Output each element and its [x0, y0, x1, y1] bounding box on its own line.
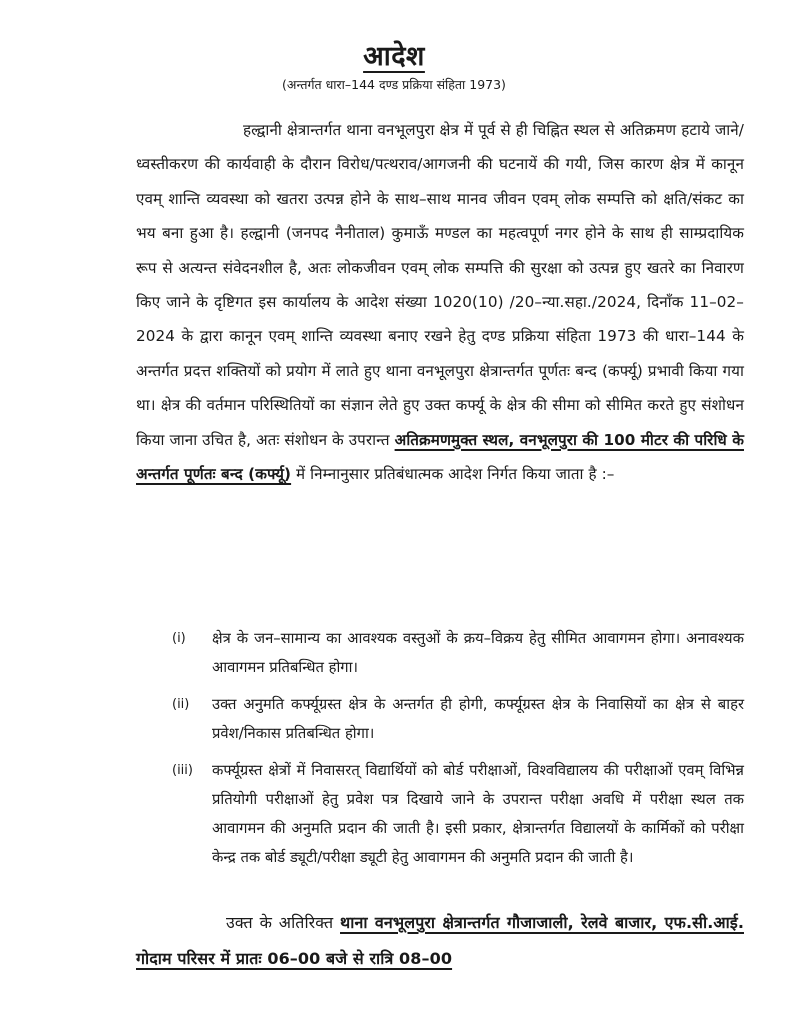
paragraph-additional-text: उक्त के अतिरिक्त — [226, 913, 341, 932]
paragraph-additional-highlight: थाना वनभूलपुरा क्षेत्रान्तर्गत गौजाजाली, रेलवे बाजार, एफ.सी.आई. गोदाम परिसर में प्रातः 06–00 बजे से रात्रि 08–00 — [136, 913, 744, 968]
paragraph-main-tail: में निम्नानुसार प्रतिबंधात्मक आदेश निर्गत किया जाता है :– — [291, 465, 615, 484]
clause-item — [172, 624, 744, 682]
clause-item — [172, 690, 744, 748]
paragraph-main-text: हल्द्वानी क्षेत्रान्तर्गत थाना वनभूलपुरा क्षेत्र में पूर्व से ही चिह्नित स्थल से अतिक्रमण हटाये जाने/ध्वस्तीकरण की कार्यवाही के दौरान विरोध/पत्थराव/आगजनी की घटनायें की गयी, जिस कारण क्षेत्र में कानून एवम् शान्ति व्यवस्था को खतरा उत्पन्न होने के साथ–साथ मानव जीवन एवम् लोक सम्पत्ति को क्षति/संकट का भय बना हुआ है। हल्द्वानी (जनपद नैनीताल) कुमाऊँ मण्डल का महत्वपूर्ण नगर होने के साथ ही साम्प्रदायिक रूप से अत्यन्त संवेदनशील है, अतः लोकजीवन एवम् लोक सम्पत्ति की सुरक्षा को उत्पन्न हुए खतरे का निवारण किए जाने के दृष्टिगत इस कार्यालय के आदेश संख्या 1020(10) /20–न्या.सहा./2024, दिनाँक 11–02–2024 के द्वारा कानून एवम् शान्ति व्यवस्था बनाए रखने हेतु दण्ड प्रक्रिया संहिता 1973 की धारा–144 के अन्तर्गत प्रदत्त शक्तियों को प्रयोग में लाते हुए थाना वनभूलपुरा क्षेत्रान्तर्गत पूर्णतः बन्द (कर्फ्यू) प्रभावी किया गया था। क्षेत्र की वर्तमान परिस्थितियों का संज्ञान लेते हुए उक्त कर्फ्यू के क्षेत्र की सीमा को सीमित करते हुए संशोधन किया जाना उचित है, अतः संशोधन के उपरान्त — [136, 121, 744, 449]
clause-text: उक्त अनुमति कर्फ्यूग्रस्त क्षेत्र के अन्तर्गत ही होगी, कर्फ्यूग्रस्त क्षेत्र के निवासियों का क्षेत्र से बाहर प्रवेश/निकास प्रतिबन्धित होगा। — [212, 696, 744, 742]
paragraph-main — [136, 113, 744, 491]
order-clauses — [172, 624, 744, 880]
clause-item — [172, 756, 744, 872]
clause-text: कर्फ्यूग्रस्त क्षेत्रों में निवासरत् विद्यार्थियों को बोर्ड परीक्षाओं, विश्वविद्यालय की परीक्षाओं एवम् विभिन्न प्रतियोगी परीक्षाओं हेतु प्रवेश पत्र दिखाये जाने के उपरान्त परीक्षा अवधि में परीक्षा स्थल तक आवागमन की अनुमति प्रदान की जाती है। इसी प्रकार, क्षेत्रान्तर्गत विद्यालयों के कार्मिकों को परीक्षा केन्द्र तक बोर्ड ड्यूटी/परीक्षा ड्यूटी हेतु आवागमन की अनुमति प्रदान की जाती है। — [212, 762, 744, 866]
clause-number: (ii) — [172, 697, 190, 712]
order-subtitle: (अन्तर्गत धारा–144 दण्ड प्रक्रिया संहिता 1973) — [282, 77, 506, 92]
clause-number: (iii) — [172, 763, 193, 778]
paragraph-additional — [136, 905, 744, 977]
clause-text: क्षेत्र के जन–सामान्य का आवश्यक वस्तुओं के क्रय–विक्रय हेतु सीमित आवागमन होगा। अनावश्यक आवागमन प्रतिबन्धित होगा। — [212, 630, 744, 676]
paragraph-main-highlight: अतिक्रमणमुक्त स्थल, वनभूलपुरा की 100 मीटर की परिधि के अन्तर्गत पूर्णतः बन्द (कर्फ्यू) — [136, 430, 744, 484]
clause-number: (i) — [172, 631, 186, 646]
order-title: आदेश — [363, 41, 425, 72]
